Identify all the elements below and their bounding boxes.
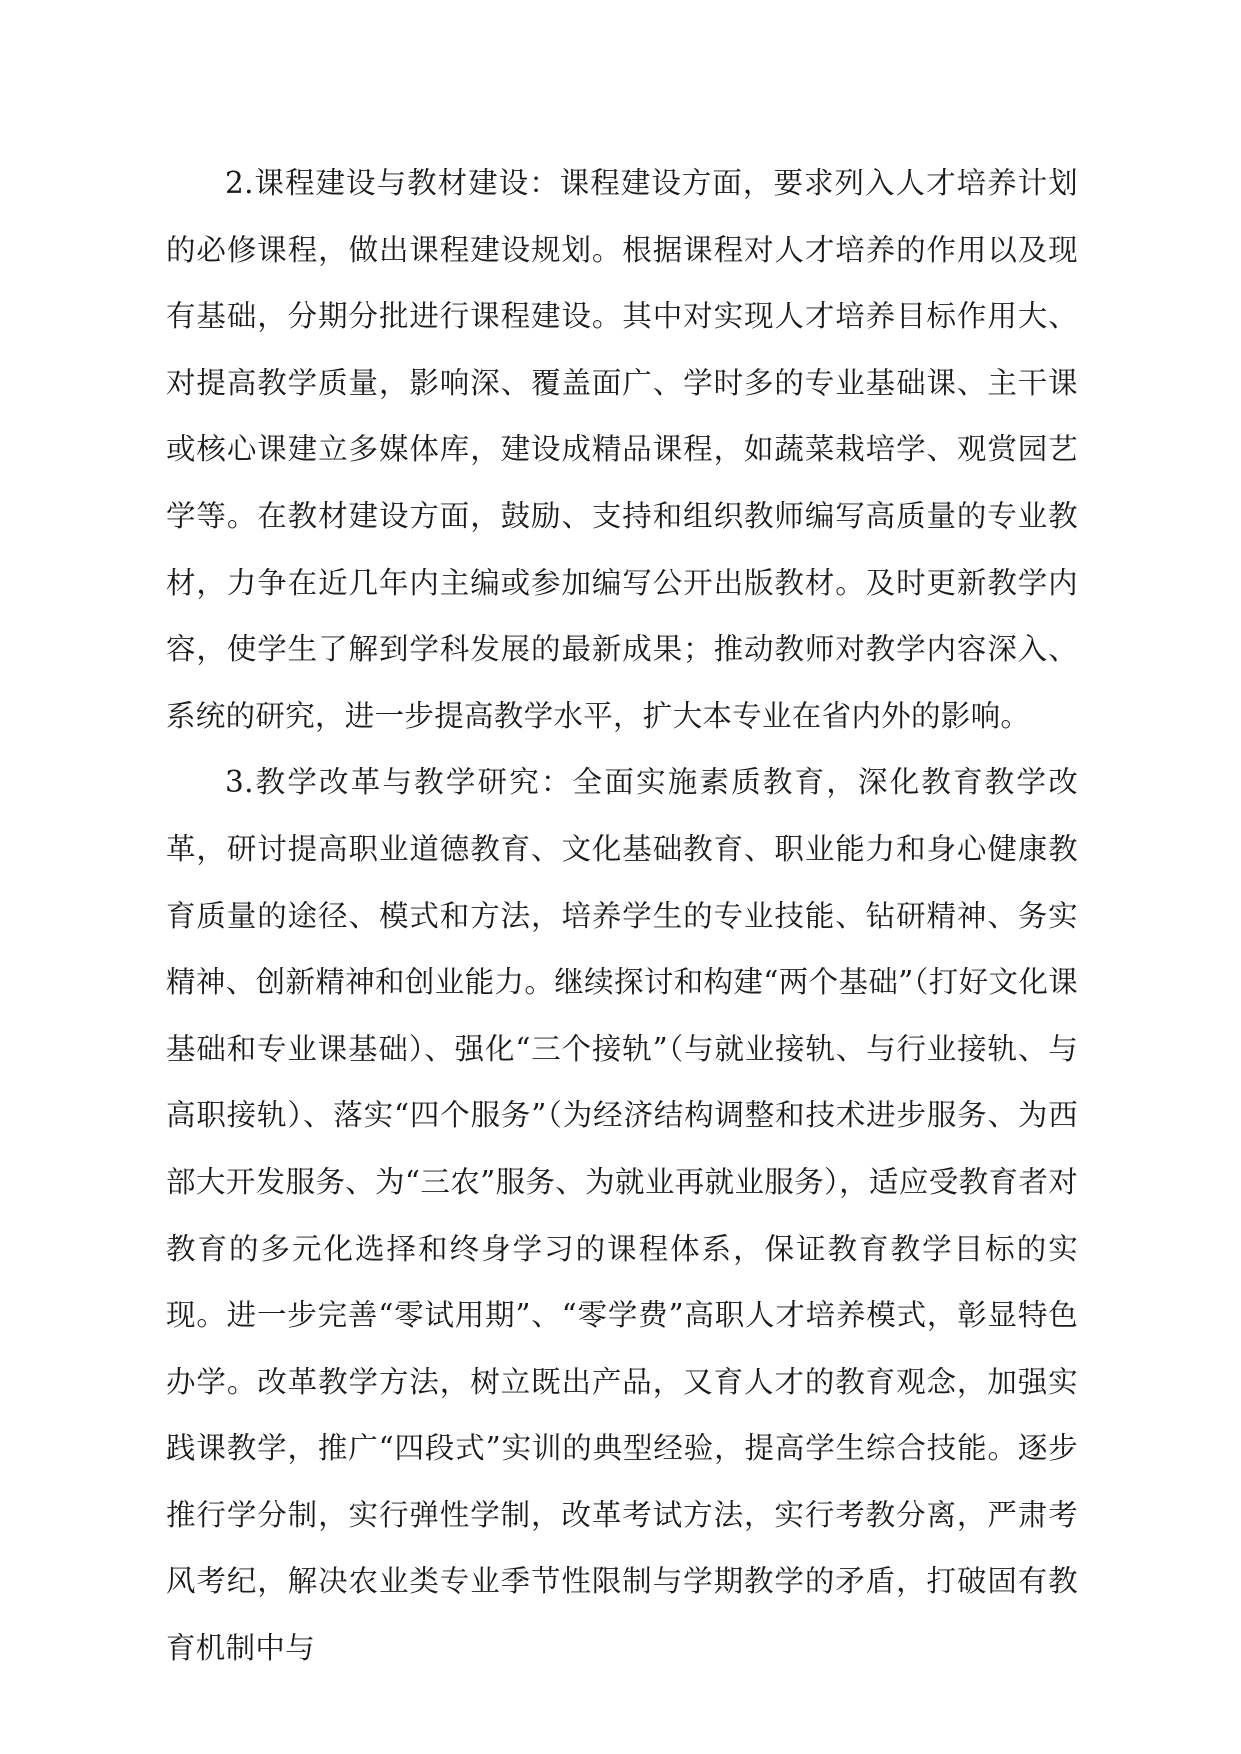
document-body xyxy=(166,150,1078,1682)
paragraph-teaching-reform: 3.教学改革与教学研究：全面实施素质教育，深化教育教学改革，研讨提高职业道德教育、文化基础教育、职业能力和身心健康教育质量的途径、模式和方法，培养学生的专业技能、钻研精神、务实精神、创新精神和创业能力。继续探讨和构建“两个基础”（打好文化课基础和专业课基础）、强化“三个接轨”（与就业接轨、与行业接轨、与高职接轨）、落实“四个服务”（为经济结构调整和技术进步服务、为西部大开发服务、为“三农”服务、为就业再就业服务），适应受教育者对教育的多元化选择和终身学习的课程体系，保证教育教学目标的实现。进一步完善“零试用期”、“零学费”高职人才培养模式，彰显特色办学。改革教学方法，树立既出产品，又育人才的教育观念，加强实践课教学，推广“四段式”实训的典型经验，提高学生综合技能。逐步推行学分制，实行弹性学制，改革考试方法，实行考教分离，严肃考风考纪，解决农业类专业季节性限制与学期教学的矛盾，打破固有教育机制中与 xyxy=(166,765,1078,1666)
paragraph-course-construction: 2.课程建设与教材建设：课程建设方面，要求列入人才培养计划的必修课程，做出课程建设规划。根据课程对人才培养的作用以及现有基础，分期分批进行课程建设。其中对实现人才培养目标作用大、对提高教学质量，影响深、覆盖面广、学时多的专业基础课、主干课或核心课建立多媒体库，建设成精品课程，如蔬菜栽培学、观赏园艺学等。在教材建设方面，鼓励、支持和组织教师编写高质量的专业教材，力争在近几年内主编或参加编写公开出版教材。及时更新教学内容，使学生了解到学科发展的最新成果；推动教师对教学内容深入、系统的研究，进一步提高教学水平，扩大本专业在省内外的影响。 xyxy=(166,166,1078,733)
